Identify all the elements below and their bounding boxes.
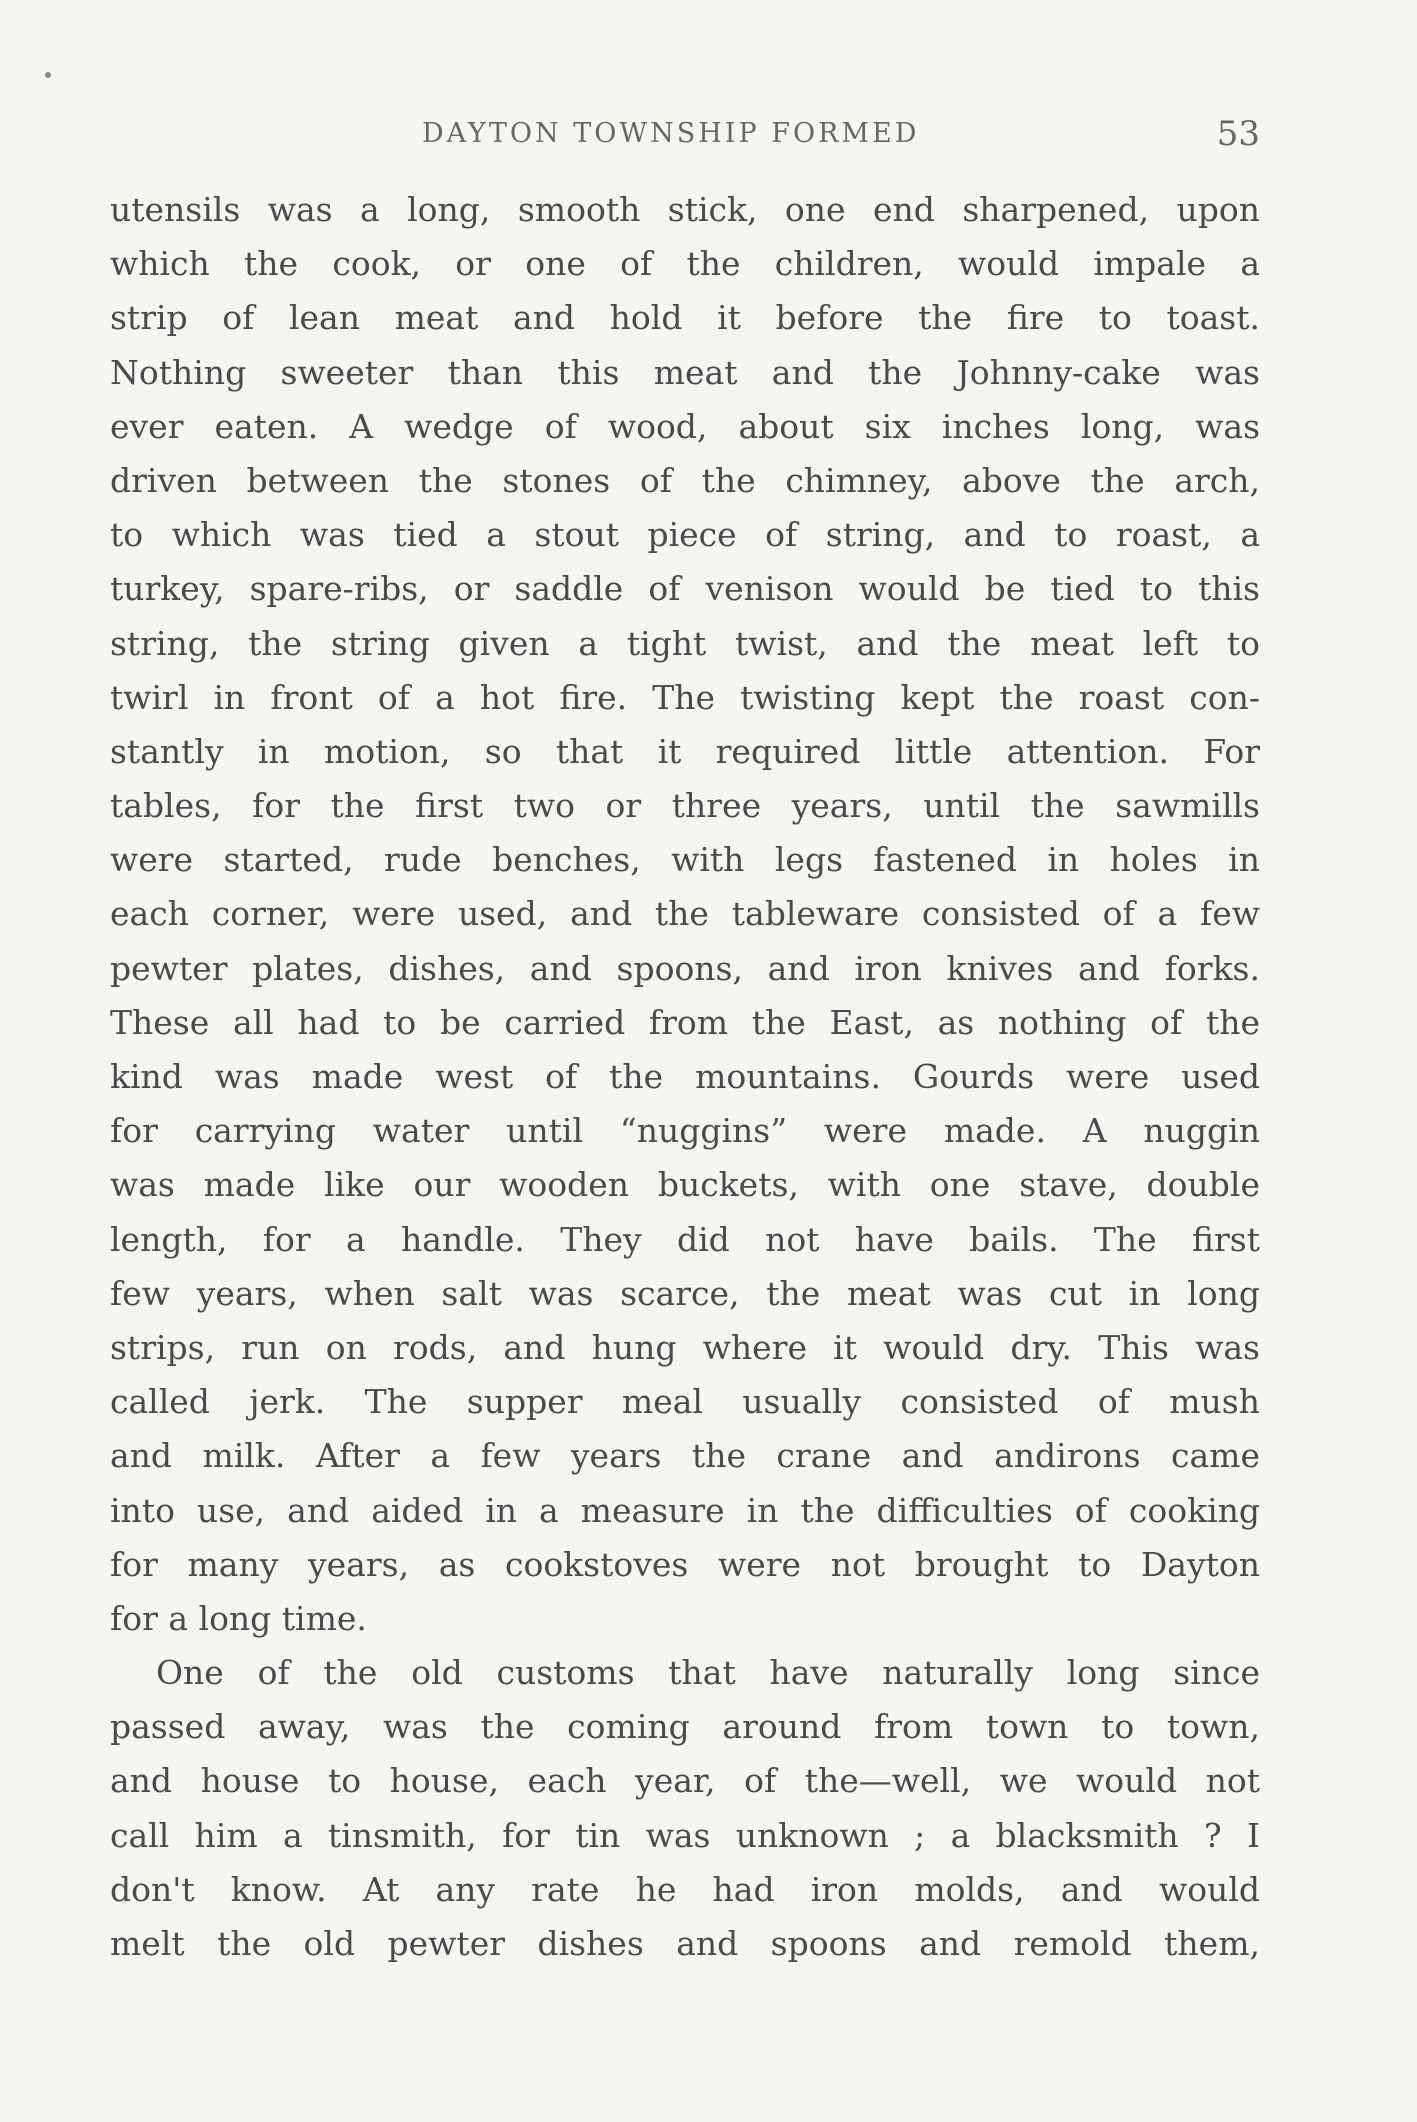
text-line: and milk. After a few years the crane and andirons came — [110, 1436, 1260, 1476]
text-line: length, for a handle. They did not have bails. The first — [110, 1219, 1260, 1259]
page-header — [110, 114, 1260, 168]
text-line: was made like our wooden buckets, with one stave, double — [110, 1165, 1260, 1205]
text-line: These all had to be carried from the East, as nothing of the — [110, 1002, 1260, 1042]
text-line: don't know. At any rate he had iron molds, and would — [110, 1869, 1260, 1909]
text-line: twirl in front of a hot fire. The twisting kept the roast con- — [110, 677, 1260, 717]
text-line: for many years, as cookstoves were not brought to Dayton — [110, 1544, 1260, 1584]
margin-mark — [45, 72, 51, 78]
page-number: 53 — [1216, 114, 1260, 154]
text-line: strip of lean meat and hold it before the fire to toast. — [110, 298, 1260, 338]
text-line: strips, run on rods, and hung where it would dry. This was — [110, 1327, 1260, 1367]
text-line: for a long time. — [110, 1598, 367, 1638]
text-line: ever eaten. A wedge of wood, about six inches long, was — [110, 406, 1260, 446]
running-head: DAYTON TOWNSHIP FORMED — [422, 118, 920, 149]
text-line: Nothing sweeter than this meat and the Johnny-cake was — [110, 352, 1260, 392]
text-line: call him a tinsmith, for tin was unknown ; a blacksmith ? I — [110, 1815, 1260, 1855]
body-text — [110, 183, 1260, 1971]
text-line: were started, rude benches, with legs fastened in holes in — [110, 840, 1260, 880]
text-line: into use, and aided in a measure in the difficulties of cooking — [110, 1490, 1260, 1530]
text-line: few years, when salt was scarce, the meat was cut in long — [110, 1273, 1260, 1313]
text-line: melt the old pewter dishes and spoons and remold them, — [110, 1924, 1260, 1963]
text-line: string, the string given a tight twist, and the meat left to — [110, 623, 1260, 663]
text-line: which the cook, or one of the children, would impale a — [110, 244, 1260, 284]
text-line: to which was tied a stout piece of string, and to roast, a — [110, 515, 1260, 555]
text-line: kind was made west of the mountains. Gourds were used — [110, 1057, 1260, 1096]
text-line: driven between the stones of the chimney, above the arch, — [110, 460, 1260, 500]
text-line: called jerk. The supper meal usually consisted of mush — [110, 1382, 1260, 1422]
text-line: stantly in motion, so that it required little attention. For — [110, 731, 1260, 771]
text-line: tables, for the first two or three years, until the sawmills — [110, 786, 1260, 826]
text-line: pewter plates, dishes, and spoons, and iron knives and forks. — [110, 948, 1260, 988]
text-line: and house to house, each year, of the—well, we would not — [110, 1761, 1260, 1801]
text-line: utensils was a long, smooth stick, one end sharpened, upon — [110, 190, 1260, 229]
text-line: for carrying water until “nuggins” were made. A nuggin — [110, 1111, 1260, 1151]
text-line: passed away, was the coming around from town to town, — [110, 1707, 1260, 1747]
text-line: One of the old customs that have naturally long since — [156, 1653, 1260, 1693]
text-line: turkey, spare-ribs, or saddle of venison would be tied to this — [110, 569, 1260, 609]
text-line: each corner, were used, and the tableware consisted of a few — [110, 894, 1260, 934]
